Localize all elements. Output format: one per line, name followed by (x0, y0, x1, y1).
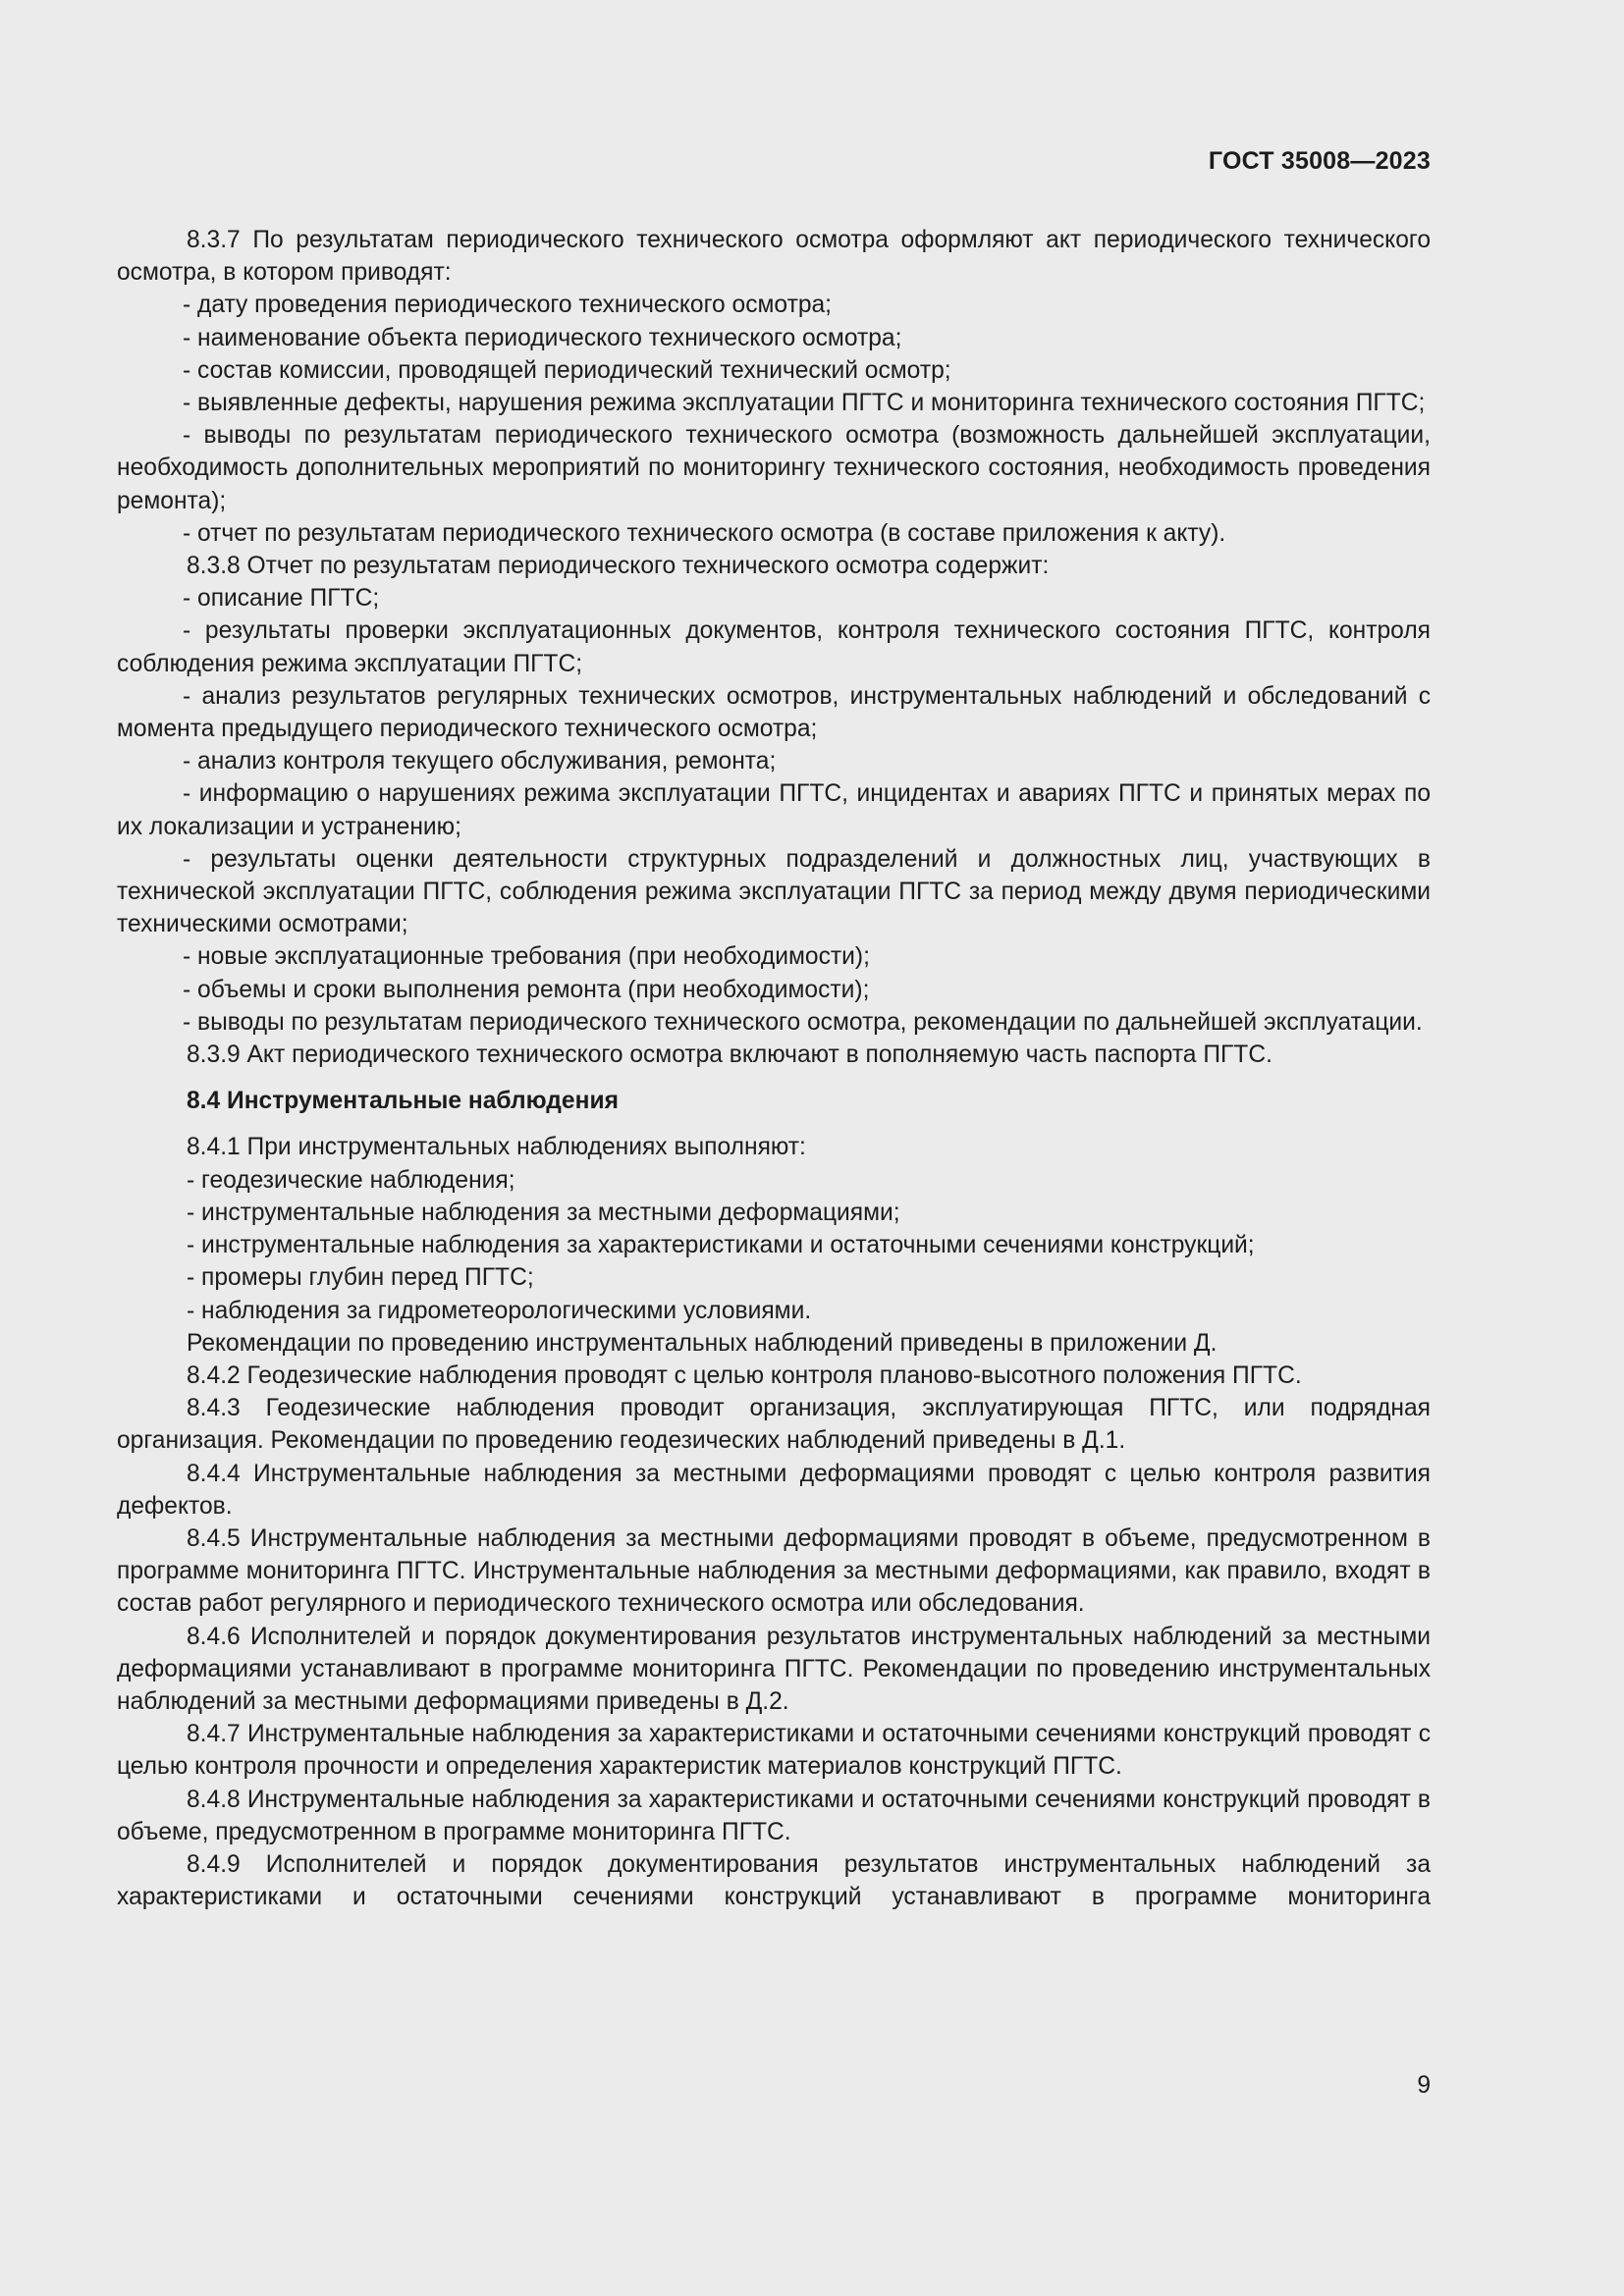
list-item: - наблюдения за гидрометеорологическими условиями. (187, 1297, 812, 1324)
clause-8-3-9: 8.3.9 Акт периодического технического осмотра включают в пополняемую часть паспорта ПГТС. (187, 1041, 1272, 1069)
list-item: - геодезические наблюдения; (187, 1166, 515, 1194)
list-item: - описание ПГТС; (183, 585, 380, 613)
list-item: - состав комиссии, проводящей периодический технический осмотр; (183, 356, 951, 384)
list-item: - выводы по результатам периодического технического осмотра, рекомендации по дальнейшей эксплуатации. (183, 1008, 1423, 1036)
list-item: - выявленные дефекты, нарушения режима эксплуатации ПГТС и мониторинга технического состояния ПГТС; (183, 390, 1426, 417)
list-item: - наименование объекта периодического технического осмотра; (183, 324, 902, 351)
clause-8-3-7: 8.3.7 По результатам периодического технического осмотра оформляют акт периодического технического осмотра, в котором приводят: (117, 227, 1431, 287)
list-item: - дату проведения периодического технического осмотра; (183, 292, 833, 319)
recommendation-note: Рекомендации по проведению инструментальных наблюдений приведены в приложении Д. (187, 1329, 1218, 1357)
clause-8-4-7: 8.4.7 Инструментальные наблюдения за характеристиками и остаточными сечениями конструкций проводят с целью контроля прочности и определения характеристик материалов конструкций ПГТС. (117, 1721, 1431, 1781)
list-item: - инструментальные наблюдения за характеристиками и остаточными сечениями конструкций; (187, 1232, 1255, 1259)
list-item: - промеры глубин перед ПГТС; (187, 1264, 534, 1292)
clause-8-4-4: 8.4.4 Инструментальные наблюдения за местными деформациями проводят с целью контроля развития дефектов. (117, 1460, 1431, 1520)
list-item: - объемы и сроки выполнения ремонта (при необходимости); (183, 976, 870, 1003)
list-item: - отчет по результатам периодического технического осмотра (в составе приложения к акту). (183, 519, 1226, 547)
section-heading-8-4: 8.4 Инструментальные наблюдения (187, 1088, 619, 1115)
clause-8-4-1: 8.4.1 При инструментальных наблюдениях выполняют: (187, 1134, 806, 1161)
list-item: - инструментальные наблюдения за местными деформациями; (187, 1199, 900, 1226)
list-item: - результаты оценки деятельности структурных подразделений и должностных лиц, участвующих в технической эксплуатации ПГТС, соблюдения режима эксплуатации ПГТС за период между двумя периодическими техническими осмотрами; (117, 845, 1431, 938)
clause-8-4-5: 8.4.5 Инструментальные наблюдения за местными деформациями проводят в объеме, предусмотренном в программе мониторинга ПГТС. Инструментальные наблюдения за местными деформациями, как правило, входят в состав работ регулярного и периодического технического осмотра или обследования. (117, 1524, 1431, 1618)
list-item: - результаты проверки эксплуатационных документов, контроля технического состояния ПГТС, контроля соблюдения режима эксплуатации ПГТС; (117, 617, 1431, 677)
clause-8-3-8: 8.3.8 Отчет по результатам периодического технического осмотра содержит: (187, 553, 1050, 580)
list-item: - информацию о нарушениях режима эксплуатации ПГТС, инцидентах и авариях ПГТС и принятых мерах по их локализации и устранению; (117, 780, 1431, 840)
list-item: - выводы по результатам периодического технического осмотра (возможность дальнейшей эксплуатации, необходимость дополнительных мероприятий по мониторингу технического состояния, необходимость проведения ремонта); (117, 422, 1431, 514)
list-item: - анализ контроля текущего обслуживания, ремонта; (183, 748, 777, 775)
clause-8-4-2: 8.4.2 Геодезические наблюдения проводят с целью контроля планово-высотного положения ПГТС. (187, 1362, 1302, 1389)
clause-8-4-3: 8.4.3 Геодезические наблюдения проводит организация, эксплуатирующая ПГТС, или подрядная организация. Рекомендации по проведению геодезических наблюдений приведены в Д.1. (117, 1395, 1431, 1455)
clause-8-4-9: 8.4.9 Исполнителей и порядок документирования результатов инструментальных наблюдений за характеристиками и остаточными сечениями конструкций устанавливают в программе мониторинга (117, 1850, 1431, 1911)
document-code-header: ГОСТ 35008—2023 (1208, 147, 1431, 175)
list-item: - новые эксплуатационные требования (при необходимости); (183, 943, 870, 971)
document-body (117, 224, 1431, 1913)
clause-8-4-8: 8.4.8 Инструментальные наблюдения за характеристиками и остаточными сечениями конструкций проводят в объеме, предусмотренном в программе мониторинга ПГТС. (117, 1786, 1431, 1845)
clause-8-4-6: 8.4.6 Исполнителей и порядок документирования результатов инструментальных наблюдений за местными деформациями устанавливают в программе мониторинга ПГТС. Рекомендации по проведению инструментальных наблюдений за местными деформациями приведены в Д.2. (117, 1623, 1431, 1715)
list-item: - анализ результатов регулярных технических осмотров, инструментальных наблюдений и обследований с момента предыдущего периодического технического осмотра; (117, 682, 1431, 743)
page-number: 9 (1417, 2072, 1431, 2099)
